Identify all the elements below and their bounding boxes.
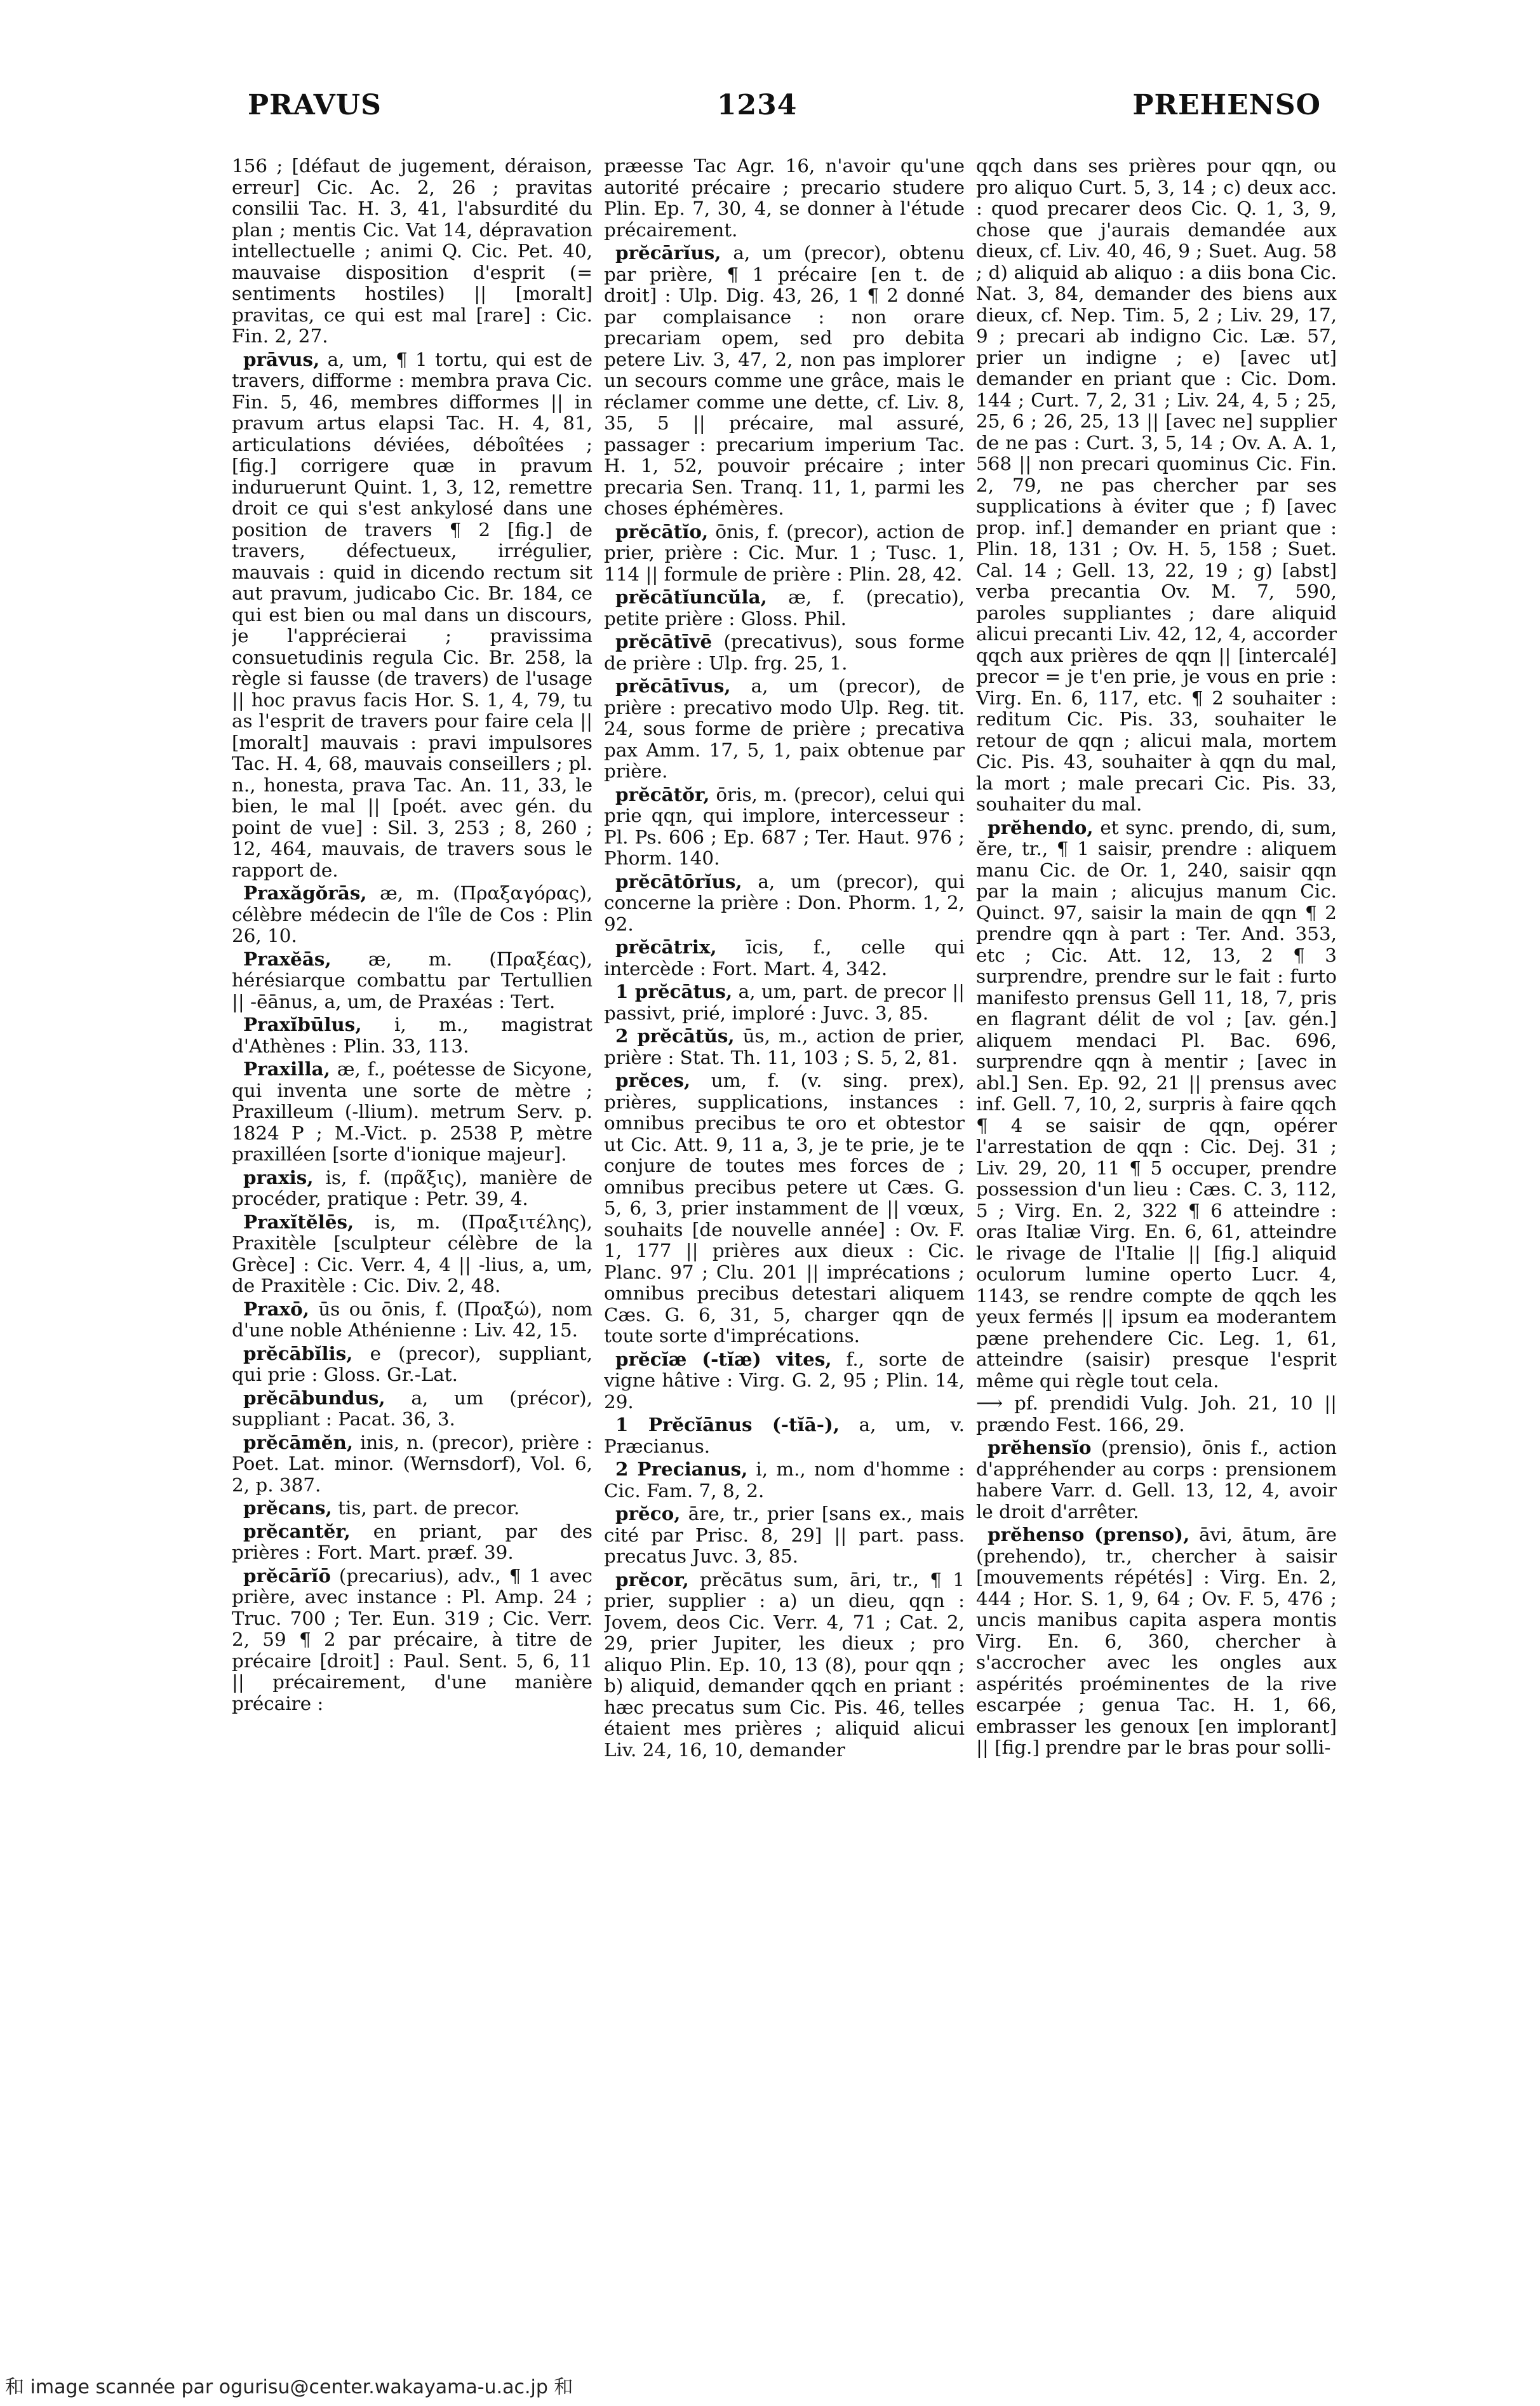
entry-headword: prĕcor, bbox=[615, 1568, 689, 1590]
entry-text: e (precor), suppliant, qui prie : Gloss. Gr.-Lat. bbox=[232, 1342, 593, 1385]
column-left bbox=[232, 156, 593, 2328]
dictionary-entry bbox=[232, 156, 593, 347]
entry-text: um, f. (v. sing. prex), prières, supplications, instances : omnibus precibus te oro et obtestor ut Cic. Att. 9, 11 a, 3, je te prie, je te conjure de toutes mes forces de ; omnibus precibus petere ut Cæs. G. 5, 6, 3, prier instamment de || vœux, souhaits [de nouvelle année] : Ov. F. 1, 177 || prières aux dieux : Cic. Planc. 97 ; Clu. 201 || imprécations ; omnibus precibus detestari aliquem Cæs. G. 6, 31, 5, charger qqn de toute sorte d'imprécations. bbox=[604, 1070, 965, 1347]
entry-text: (prensio), ōnis f., action d'appréhender au corps : prensionem habere Varr. d. Gell. 13, 12, 4, avoir le droit d'arrêter. bbox=[976, 1437, 1337, 1522]
dictionary-entry bbox=[232, 1298, 593, 1341]
dictionary-entry bbox=[232, 1497, 593, 1519]
entry-text: 156 ; [défaut de jugement, déraison, erreur] Cic. Ac. 2, 26 ; pravitas consilii Tac. H. 3, 41, l'absurdité du plan ; mentis Cic. Vat 14, dépravation intellectuelle ; animi Q. Cic. Pet. 40, mauvaise disposition d'esprit (= sentiments hostiles) || [moralt] pravitas, ce qui est mal [rare] : Cic. Fin. 2, 27. bbox=[232, 156, 593, 347]
dictionary-entry bbox=[976, 817, 1337, 1392]
dictionary-entry bbox=[604, 1458, 965, 1502]
entry-headword: Praxĭbūlus, bbox=[243, 1013, 362, 1035]
entry-headword: Praxĭtĕlēs, bbox=[243, 1210, 354, 1233]
dictionary-entry bbox=[604, 1025, 965, 1068]
entry-text: a, um, v. Præcianus. bbox=[604, 1414, 965, 1457]
dictionary-entry bbox=[232, 1343, 593, 1386]
entry-text: præesse Tac Agr. 16, n'avoir qu'une autorité précaire ; precario studere Plin. Ep. 7, 30, 4, se donner à l'étude précairement. bbox=[604, 156, 965, 241]
dictionary-entry bbox=[232, 349, 593, 882]
entry-text: æ, f., poétesse de Sicyone, qui inventa une sorte de mètre ; Praxilleum (-llium). metrum Serv. p. 1824 P ; M.-Vict. p. 2538 P, mètre praxilléen [sorte d'ionique majeur]. bbox=[232, 1058, 593, 1165]
entry-headword: prĕhensĭo bbox=[988, 1436, 1092, 1458]
dictionary-entry bbox=[232, 1387, 593, 1430]
entry-headword: prĕcābundus, bbox=[243, 1386, 385, 1409]
entry-text: inis, n. (precor), prière : Poet. Lat. minor. (Wernsdorf), Vol. 6, 2, p. 387. bbox=[232, 1431, 593, 1496]
entry-text: tis, part. de precor. bbox=[338, 1497, 520, 1519]
entry-headword: praxis, bbox=[243, 1166, 314, 1188]
entry-text: is, f. (πρᾶξις), manière de procéder, pratique : Petr. 39, 4. bbox=[232, 1166, 593, 1209]
column-middle bbox=[604, 156, 965, 2328]
dictionary-entry bbox=[232, 948, 593, 1013]
entry-headword: 2 prĕcātŭs, bbox=[615, 1025, 735, 1047]
entry-headword: prāvus, bbox=[243, 347, 320, 370]
entry-text: āvi, ātum, āre (prehendo), tr., chercher à saisir [mouvements répétés] : Virg. En. 2, 444 ; Hor. S. 1, 9, 64 ; Ov. F. 5, 476 ; uncis manibus capita aspera montis Virg. En. 6, 360, chercher à s'accrocher avec les ongles aux aspérités proéminentes de la rive escarpée ; genua Tac. H. 1, 66, embrasser les genoux [en implorant] || [fig.] prendre par le bras pour solli- bbox=[976, 1524, 1337, 1758]
dictionary-entry bbox=[604, 1569, 965, 1761]
entry-headword: prĕcans, bbox=[243, 1496, 332, 1519]
entry-text: i, m., magistrat d'Athènes : Plin. 33, 113. bbox=[232, 1014, 593, 1057]
dictionary-entry bbox=[976, 1393, 1337, 1435]
entry-text: æ, m. (Πραξέας), hérésiarque combattu par Tertullien || -ēānus, a, um, de Praxéas : Tert. bbox=[232, 948, 593, 1012]
entry-text: ūs, m., action de prier, prière : Stat. Th. 11, 103 ; S. 5, 2, 81. bbox=[604, 1025, 965, 1068]
dictionary-columns bbox=[232, 156, 1337, 2328]
entry-headword: prĕcātrix, bbox=[615, 936, 717, 958]
entry-text: ōnis, f. (precor), action de prier, prière : Cic. Mur. 1 ; Tusc. 1, 114 || formule de prière : Plin. 28, 42. bbox=[604, 520, 965, 585]
dictionary-entry bbox=[604, 1414, 965, 1457]
dictionary-entry bbox=[604, 675, 965, 783]
dictionary-entry bbox=[604, 871, 965, 936]
entry-text: æ, m. (Πραξαγόρας), célèbre médecin de l'île de Cos : Plin 26, 10. bbox=[232, 882, 593, 946]
entry-headword: prĕcātŏr, bbox=[615, 783, 710, 805]
entry-headword: Praxō, bbox=[243, 1297, 309, 1320]
left-guide-word: PRAVUS bbox=[248, 89, 382, 121]
entry-text: ⟶ pf. prendidi Vulg. Joh. 21, 10 || prændo Fest. 166, 29. bbox=[976, 1392, 1337, 1435]
entry-text: f., sorte de vigne hâtive : Virg. G. 2, 95 ; Plin. 14, 29. bbox=[604, 1348, 965, 1413]
dictionary-entry bbox=[232, 1058, 593, 1166]
dictionary-entry bbox=[232, 1565, 593, 1715]
entry-text: a, um, ¶ 1 tortu, qui est de travers, difforme : membra prava Cic. Fin. 5, 46, membres difformes || in pravum artus elapsi Tac. H. 4, 81, articulations déviées, déboîtées ; [fig.] corrigere quæ in pravum induruerunt Quint. 1, 3, 12, remettre droit ce qui s'est ankylosé dans une position de travers ¶ 2 [fig.] de travers, défectueux, irrégulier, mauvais : quid in dicendo rectum sit aut pravum, judicabo Cic. Br. 184, ce qui est bien ou mal dans un discours, je l'apprécierai ; pravissima consuetudinis regula Cic. Br. 258, la règle si fausse (de travers) de l'usage || hoc pravus facis Hor. S. 1, 4, 79, tu as l'esprit de travers pour faire cela || [moralt] mauvais : pravi impulsores Tac. H. 4, 68, mauvais conseillers ; pl. n., honesta, prava Tac. An. 11, 33, le bien, le mal || [poét. avec gén. du point de vue] : Sil. 3, 253 ; 8, 260 ; 12, 464, mauvais, de travers sous le rapport de. bbox=[232, 348, 593, 881]
entry-headword: prĕcātĭo, bbox=[615, 520, 709, 542]
entry-text: āre, tr., prier [sans ex., mais cité par Prisc. 8, 29] || part. pass. precatus Juvc. 3, 85. bbox=[604, 1503, 965, 1567]
dictionary-entry bbox=[604, 1070, 965, 1347]
dictionary-entry bbox=[232, 882, 593, 947]
entry-text: is, m. (Πραξιτέλης), Praxitèle [sculpteur célèbre de la Grèce] : Cic. Verr. 4, 4 || -lius, a, um, de Praxitèle : Cic. Div. 2, 48. bbox=[232, 1211, 593, 1296]
entry-text: a, um (precor), obtenu par prière, ¶ 1 précaire [en t. de droit] : Ulp. Dig. 43, 26, 1 ¶ 2 donné par complaisance : non orare precariam opem, sed pro debita petere Liv. 3, 47, 2, non pas implorer un secours comme une grâce, mais le réclamer comme une dette, cf. Liv. 8, 35, 5 || précaire, mal assuré, passager : precarium imperium Tac. H. 1, 52, pouvoir précaire ; inter precaria Sen. Tranq. 11, 1, parmi les choses éphémères. bbox=[604, 242, 965, 519]
dictionary-entry bbox=[604, 521, 965, 586]
entry-text: prĕcātus sum, āri, tr., ¶ 1 prier, supplier : a) un dieu, qqn : Jovem, deos Cic. Verr. 4, 71 ; Cat. 2, 29, prier Jupiter, les dieux ; pro aliquo Plin. Ep. 10, 13 (8), pour qqn ; b) aliquid, demander qqch en priant : hæc precatus sum Cic. Pis. 46, telles étaient mes prières ; aliquid alicui Liv. 24, 16, 10, demander bbox=[604, 1568, 965, 1761]
right-guide-word: PREHENSO bbox=[1132, 89, 1321, 121]
entry-headword: Praxilla, bbox=[243, 1058, 330, 1080]
entry-headword: prĕcātōrĭus, bbox=[615, 870, 742, 892]
entry-text: a, um, part. de precor || passivt, prié, imploré : Juvc. 3, 85. bbox=[604, 981, 965, 1024]
dictionary-entry bbox=[232, 1211, 593, 1297]
entry-text: æ, f. (precatio), petite prière : Gloss. Phil. bbox=[604, 586, 965, 629]
dictionary-entry bbox=[232, 1014, 593, 1057]
page-number: 1234 bbox=[716, 89, 798, 121]
entry-headword: prĕcātīvus, bbox=[615, 675, 731, 697]
dictionary-entry bbox=[604, 1348, 965, 1413]
entry-text: qqch dans ses prières pour qqn, ou pro aliquo Curt. 5, 3, 14 ; c) deux acc. : quod precarer deos Cic. Q. 1, 3, 9, chose que j'aurais demandée aux dieux, cf. Liv. 40, 46, 9 ; Suet. Aug. 58 ; d) aliquid ab aliquo : a diis bona Cic. Nat. 3, 84, demander des biens aux dieux, cf. Nep. Tim. 5, 2 ; Liv. 29, 17, 9 ; precari ab indigno Cic. Læ. 57, prier un indigne ; e) [avec ut] demander en priant que : Cic. Dom. 144 ; Curt. 7, 2, 31 ; Liv. 24, 4, 5 ; 25, 25, 6 ; 26, 25, 13 || [avec ne] supplier de ne pas : Curt. 3, 5, 14 ; Ov. A. A. 1, 568 || non precari quominus Cic. Fin. 2, 79, ne pas chercher par ses supplications à éviter que ; f) [avec prop. inf.] demander en priant que : Plin. 18, 131 ; Ov. H. 5, 158 ; Suet. Cal. 14 ; Gell. 13, 22, 19 ; g) [abst] verba precantia Ov. M. 7, 590, paroles suppliantes ; dare aliquid alicui precanti Liv. 42, 12, 4, accorder qqch aux prières de qqn || [intercalé] precor = je t'en prie, je vous en prie : Virg. En. 6, 117, etc. ¶ 2 souhaiter : reditum Cic. Pis. 33, souhaiter le retour de qqn ; alicui mala, mortem Cic. Pis. 43, souhaiter à qqn du mal, la mort ; male precari Cic. Pis. 33, souhaiter du mal. bbox=[976, 156, 1337, 815]
entry-text: i, m., nom d'homme : Cic. Fam. 7, 8, 2. bbox=[604, 1458, 965, 1502]
entry-text: en priant, par des prières : Fort. Mart. præf. 39. bbox=[232, 1520, 593, 1563]
entry-headword: 1 Prĕcĭānus (-tĭā-), bbox=[615, 1413, 840, 1435]
dictionary-entry bbox=[604, 936, 965, 979]
entry-headword: prĕcārĭō bbox=[243, 1564, 331, 1587]
entry-headword: prĕcĭæ (-tĭæ) vites, bbox=[615, 1347, 832, 1370]
dictionary-entry bbox=[604, 156, 965, 241]
entry-headword: 1 prĕcātus, bbox=[615, 980, 733, 1002]
dictionary-entry bbox=[232, 1167, 593, 1210]
column-right bbox=[976, 156, 1337, 2328]
entry-headword: prĕcāmĕn, bbox=[243, 1430, 354, 1453]
entry-headword: prĕcābĭlis, bbox=[243, 1341, 353, 1364]
dictionary-entry bbox=[976, 1524, 1337, 1759]
entry-text: et sync. prendo, di, sum, ĕre, tr., ¶ 1 saisir, prendre : aliquem manu Cic. de Or. 1, 240, saisir qqn par la main ; alicujus manum Cic. Quinct. 97, saisir la main de qqn ¶ 2 prendre qqn à part : Ter. And. 353, etc ; Cic. Att. 12, 13, 2 ¶ 3 surprendre, prendre sur le fait : furto manifesto prensus Gell 11, 18, 7, pris en flagrant délit de vol ; [av. gén.] aliquem mendaci Pl. Bac. 696, surprendre qqn à mentir ; [avec in abl.] Sen. Ep. 92, 21 || prensus avec inf. Gell. 7, 10, 2, surpris à faire qqch ¶ 4 se saisir de qqn, opérer l'arrestation de qqn : Cic. Dej. 31 ; Liv. 29, 20, 11 ¶ 5 occuper, prendre possession d'un lieu : Cæs. C. 3, 112, 5 ; Virg. En. 2, 322 ¶ 6 atteindre : oras Italiæ Virg. En. 6, 61, atteindre le rivage de l'Italie || [fig.] aliquid oculorum lumine operto Lucr. 4, 1143, se rendre compte de qqch les yeux fermés || ipsum ea moderantem pæne prehendere Cic. Leg. 1, 61, atteindre (saisir) presque l'esprit même qui règle tout cela. bbox=[976, 816, 1337, 1392]
entry-headword: prĕcātīvē bbox=[615, 630, 713, 652]
dictionary-entry bbox=[604, 242, 965, 520]
entry-text: (precarius), adv., ¶ 1 avec prière, avec instance : Pl. Amp. 24 ; Truc. 700 ; Ter. Eun. 319 ; Cic. Verr. 2, 59 ¶ 2 par précaire, à titre de précaire [droit] : Paul. Sent. 5, 6, 11 || précairement, d'une manière précaire : bbox=[232, 1564, 593, 1714]
entry-text: īcis, f., celle qui intercède : Fort. Mart. 4, 342. bbox=[604, 936, 965, 979]
scan-credit: 和 image scannée par ogurisu@center.wakayama-u.ac.jp 和 bbox=[5, 2376, 573, 2398]
dictionary-entry bbox=[604, 631, 965, 674]
entry-headword: prĕhendo, bbox=[988, 816, 1094, 838]
entry-text: (precativus), sous forme de prière : Ulp. frg. 25, 1. bbox=[604, 631, 965, 674]
dictionary-entry bbox=[976, 156, 1337, 816]
entry-text: ōris, m. (precor), celui qui prie qqn, qui implore, intercesseur : Pl. Ps. 606 ; Ep. 687 ; Ter. Haut. 976 ; Phorm. 140. bbox=[604, 783, 965, 869]
entry-text: a, um (precor), de prière : precativo modo Ulp. Reg. tit. 24, sous forme de prière ; precativa pax Amm. 17, 5, 1, paix obtenue par prière. bbox=[604, 675, 965, 782]
dictionary-entry bbox=[604, 1503, 965, 1568]
entry-headword: Praxĕās, bbox=[243, 947, 331, 970]
entry-headword: prĕhenso (prenso), bbox=[988, 1523, 1190, 1545]
entry-headword: 2 Precianus, bbox=[615, 1458, 748, 1480]
dictionary-entry bbox=[976, 1437, 1337, 1522]
dictionary-entry bbox=[232, 1521, 593, 1564]
dictionary-entry bbox=[232, 1432, 593, 1496]
entry-headword: prĕcantĕr, bbox=[243, 1519, 351, 1542]
entry-headword: prĕco, bbox=[615, 1502, 681, 1524]
entry-headword: prĕcātĭuncŭla, bbox=[615, 586, 767, 608]
dictionary-entry bbox=[604, 586, 965, 629]
entry-headword: Praxăgŏrās, bbox=[243, 882, 367, 904]
entry-headword: prĕces, bbox=[615, 1069, 691, 1091]
dictionary-entry bbox=[604, 784, 965, 870]
entry-text: ūs ou ōnis, f. (Πραξώ), nom d'une noble Athénienne : Liv. 42, 15. bbox=[232, 1298, 593, 1341]
entry-text: a, um (precor), qui concerne la prière : Don. Phorm. 1, 2, 92. bbox=[604, 870, 965, 935]
dictionary-entry bbox=[604, 981, 965, 1024]
page-header bbox=[248, 89, 1321, 133]
entry-headword: prĕcārĭus, bbox=[615, 241, 721, 264]
entry-text: a, um (précor), suppliant : Pacat. 36, 3. bbox=[232, 1387, 593, 1430]
